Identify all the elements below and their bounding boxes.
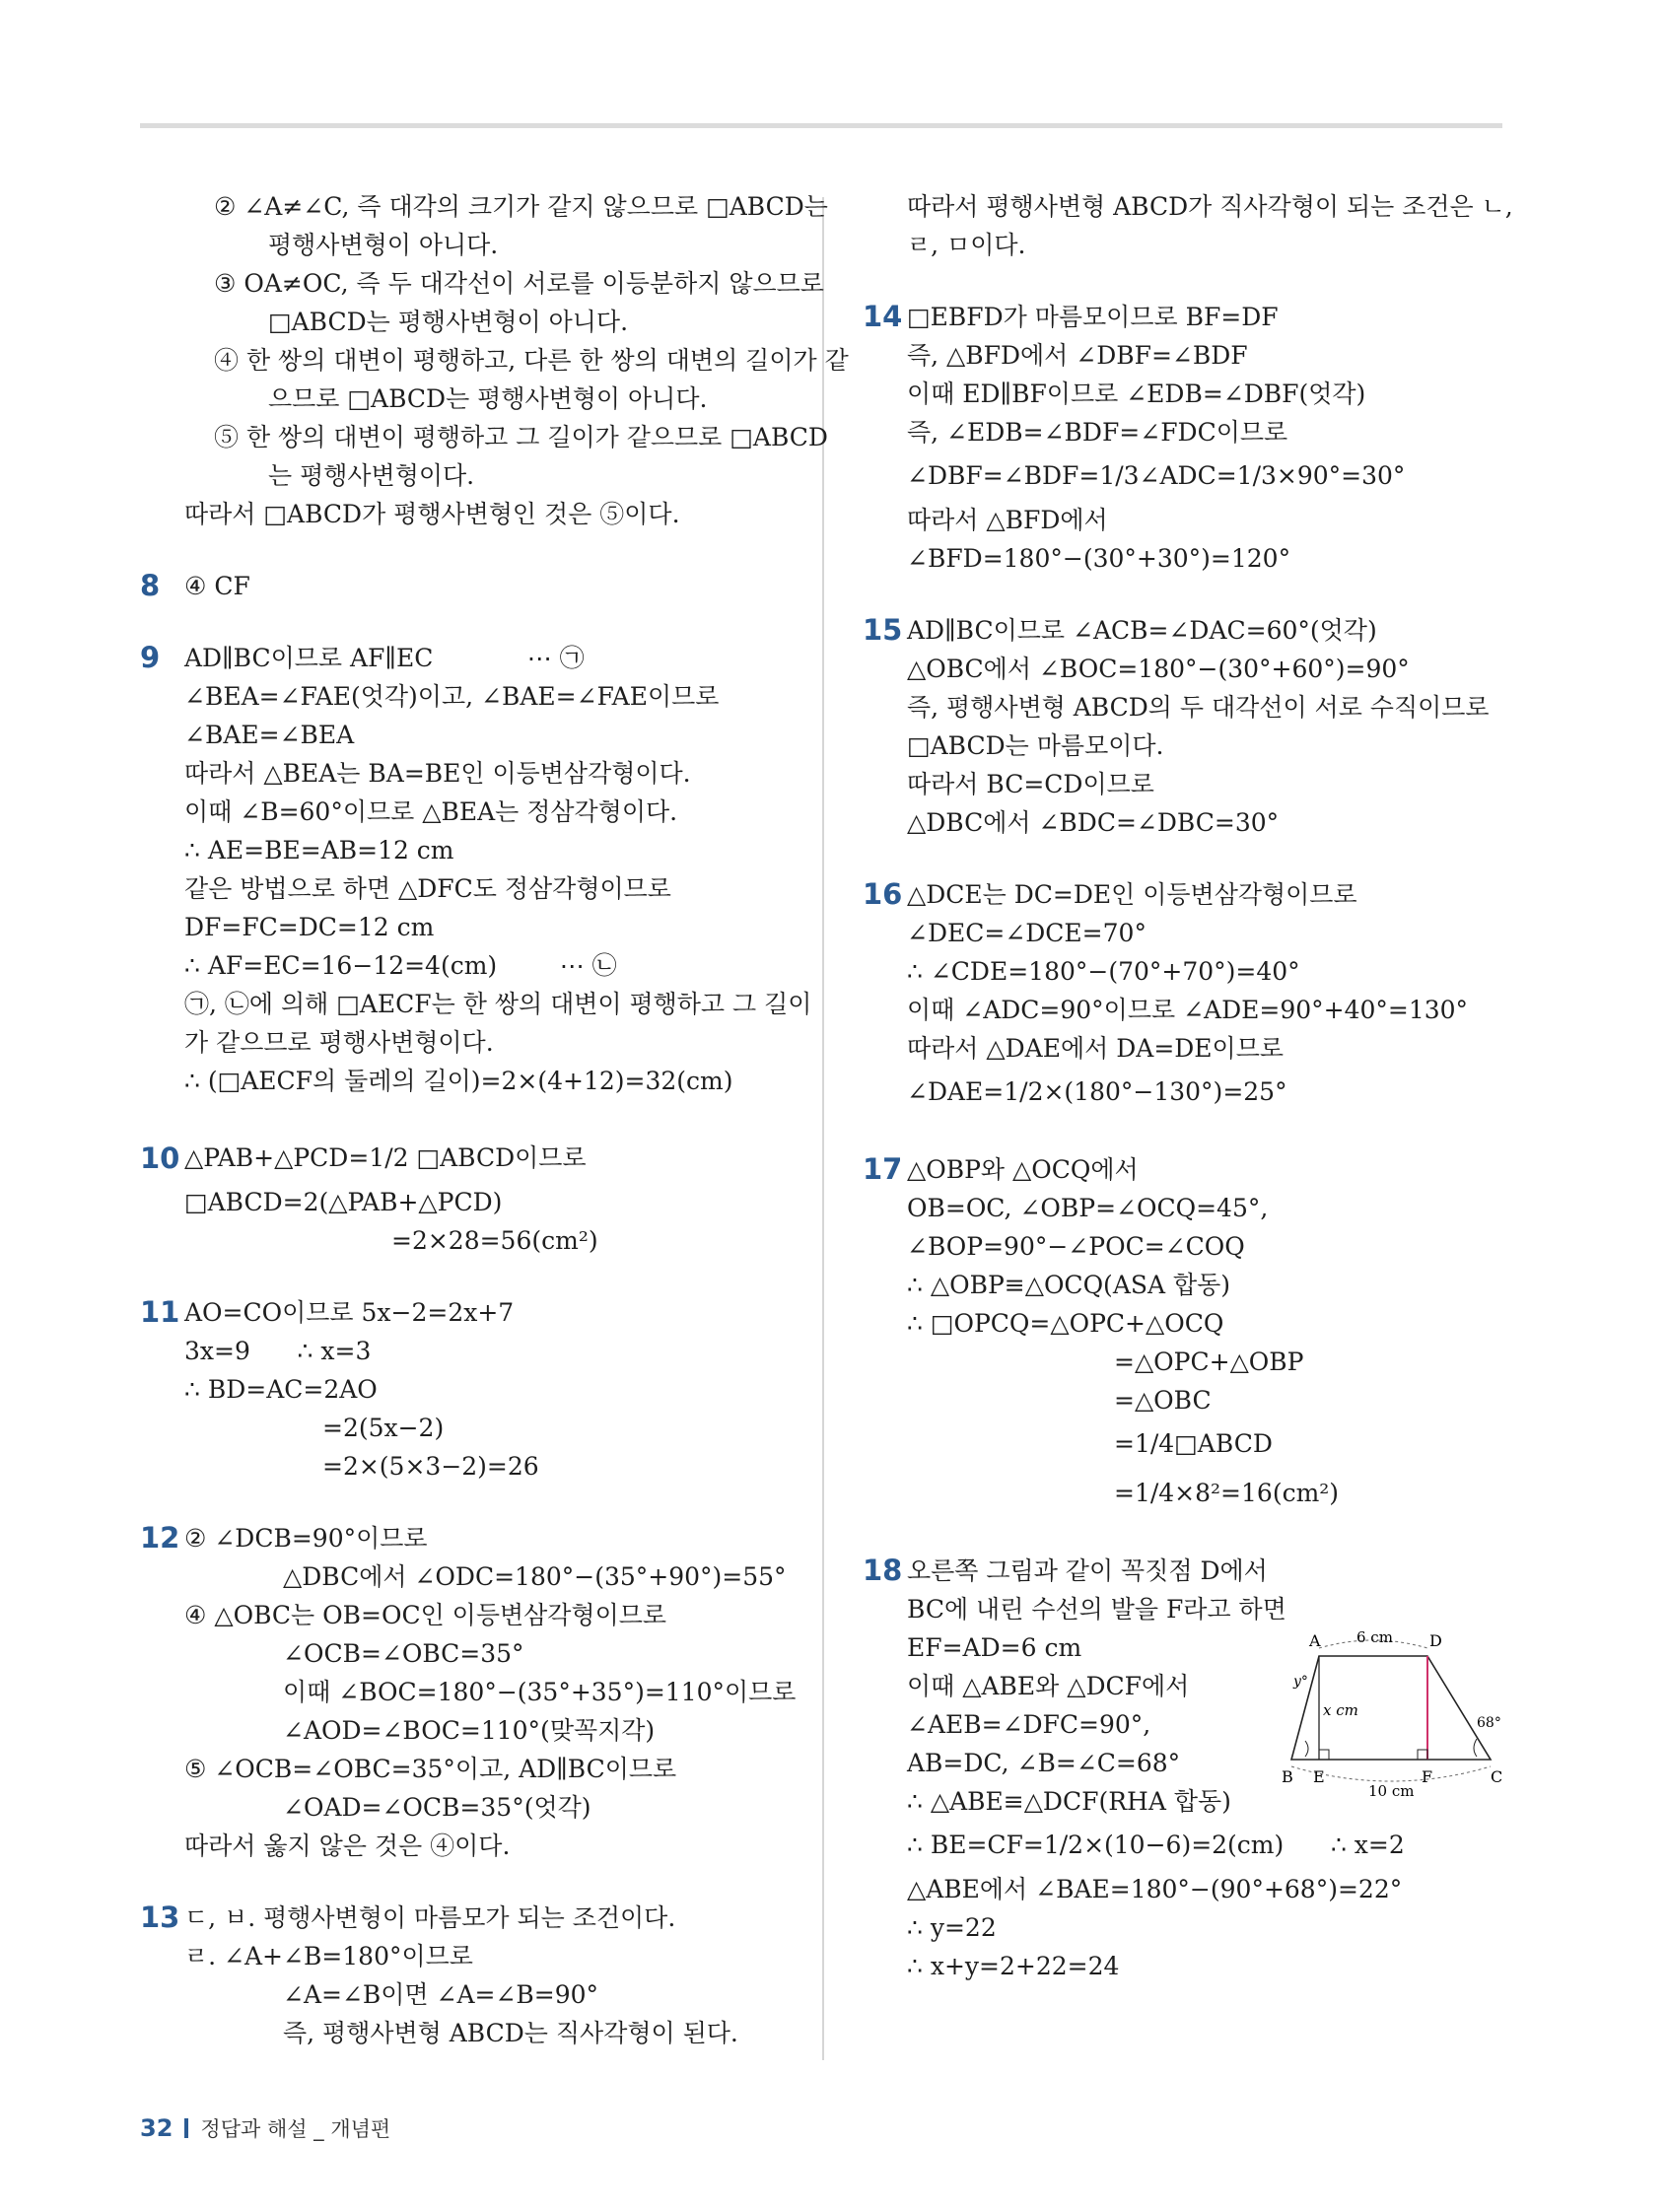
left-line [140,1183,791,1221]
right-line [863,336,1503,375]
solution-text: ∴ AE=BE=AB=12 cm [184,836,454,864]
footer-title: 정답과 해설 _ 개념편 [200,2117,391,2141]
problem-number: 9 [140,641,161,674]
solution-text: 따라서 옳지 않은 것은 ④이다. [184,1832,511,1860]
right-line [863,1068,1503,1117]
top-length-label: 6 cm [1356,1628,1393,1646]
solution-text: ∠OAD=∠OCB=35°(엇각) [283,1793,591,1822]
right-line [863,1870,1503,1908]
right-line [863,1908,1503,1947]
right-line [863,451,1503,501]
solution-text: =△OBC [1114,1386,1212,1415]
left-line [140,1750,791,1788]
solution-text: =2×28=56(cm²) [391,1226,598,1255]
label-F: F [1422,1767,1433,1786]
left-line [140,754,791,793]
left-line [140,1519,791,1557]
label-D: D [1429,1631,1442,1650]
solution-text: 이때 ED∥BF이므로 ∠EDB=∠DBF(엇각) [907,380,1366,408]
solution-text: ∠DAE=1/2×(180°−130°)=25° [907,1077,1287,1106]
left-line [140,1332,791,1370]
solution-text: □ABCD=2(△PAB+△PCD) [184,1188,503,1216]
left-line [140,1062,791,1100]
y-label: y° [1293,1674,1308,1690]
right-line [863,765,1503,803]
left-line [140,418,828,456]
left-line [140,495,791,533]
solution-text: □ABCD는 평행사변형이 아니다. [268,308,629,336]
right-line [863,375,1503,413]
left-line [140,264,824,303]
solution-text: 는 평행사변형이다. [268,461,475,490]
solution-text: ∠BAE=∠BEA [184,721,355,749]
left-line [140,639,791,677]
spacer [863,1117,1503,1150]
right-line [863,1419,1503,1469]
spacer [140,533,791,567]
solution-text: ∴ AF=EC=16−12=4(cm) ⋯ ㉡ [184,951,617,980]
left-line [140,1409,791,1447]
solution-text: DF=FC=DC=12 cm [184,913,435,941]
solution-text: 따라서 △DAE에서 DA=DE이므로 [907,1034,1285,1063]
spacer [140,1486,791,1519]
spacer [140,1100,791,1134]
solution-text: 따라서 △BFD에서 [907,506,1108,534]
left-line [140,908,791,946]
problem-number: 13 [140,1901,180,1934]
solution-text: ∠AEB=∠DFC=90°, [907,1710,1151,1739]
left-line [140,1557,791,1596]
left-line [140,1134,791,1183]
solution-text: 즉, 평행사변형 ABCD의 두 대각선이 서로 수직이므로 [907,693,1490,722]
right-line [863,1304,1503,1343]
solution-text: ④ △OBC는 OB=OC인 이등변삼각형이므로 [184,1601,667,1629]
problem-number: 12 [140,1521,180,1555]
left-line [140,946,791,985]
left-line [140,869,791,908]
solution-text: □EBFD가 마름모이므로 BF=DF [907,303,1279,331]
left-line [140,1596,791,1634]
left-line [140,1788,791,1827]
solution-text: ㄹ, ㅁ이다. [907,231,1026,259]
solution-text: AO=CO이므로 5x−2=2x+7 [184,1298,515,1327]
solution-text: 즉, △BFD에서 ∠DBF=∠BDF [907,341,1248,370]
right-line [863,914,1503,952]
solution-text: =2(5x−2) [322,1414,445,1442]
problem-number: 18 [863,1554,903,1587]
left-line [140,341,849,380]
solution-text: ∴ (□AECF의 둘레의 길이)=2×(4+12)=32(cm) [184,1067,733,1095]
solution-text: ∴ △ABE≡△DCF(RHA 합동) [907,1787,1231,1816]
solution-text: △PAB+△PCD=1/2 □ABCD이므로 [184,1143,587,1172]
solution-text: =2×(5×3−2)=26 [322,1452,539,1481]
solution-text: 따라서 △BEA는 BA=BE인 이등변삼각형이다. [184,759,691,788]
problem-number: 10 [140,1141,180,1175]
solution-text: △OBC에서 ∠BOC=180°−(30°+60°)=90° [907,655,1410,683]
problem-number: 14 [863,300,903,333]
right-line [863,1552,1503,1590]
solution-text: ⑤ 한 쌍의 대변이 평행하고 그 길이가 같으므로 □ABCD [214,423,828,451]
spacer [140,605,791,639]
problem-number: 8 [140,569,161,602]
left-line [140,1293,791,1332]
solution-text: □ABCD는 마름모이다. [907,731,1164,760]
right-line [863,875,1503,914]
solution-text: ∠DBF=∠BDF=1/3∠ADC=1/3×90°=30° [907,461,1406,490]
solution-text: BC에 내린 수선의 발을 F라고 하면 [907,1595,1286,1624]
solution-text: OB=OC, ∠OBP=∠OCQ=45°, [907,1194,1269,1222]
solution-text: ∴ BE=CF=1/2×(10−6)=2(cm) ∴ x=2 [907,1831,1405,1859]
left-line [140,831,791,869]
solution-text: 따라서 BC=CD이므로 [907,770,1154,798]
label-B: B [1282,1767,1293,1786]
solution-text: ④ 한 쌍의 대변이 평행하고, 다른 한 쌍의 대변의 길이가 같 [214,346,849,375]
right-line [863,1947,1503,1985]
right-line [863,226,1503,264]
solution-text: ⑤ ∠OCB=∠OBC=35°이고, AD∥BC이므로 [184,1755,677,1783]
solution-text: ㄷ, ㅂ. 평행사변형이 마름모가 되는 조건이다. [184,1903,676,1932]
solution-text: △OBP와 △OCQ에서 [907,1155,1139,1184]
right-line [863,1150,1503,1189]
left-line [140,1899,791,1937]
solution-text: 이때 ∠ADC=90°이므로 ∠ADE=90°+40°=130° [907,996,1469,1024]
right-angle-e [1319,1750,1329,1760]
solution-text: ∠DEC=∠DCE=70° [907,919,1147,947]
right-line [863,413,1503,451]
solution-text: ∴ □OPCQ=△OPC+△OCQ [907,1309,1224,1338]
left-line [140,1711,791,1750]
column-divider [822,197,824,2060]
solution-text: ∠A=∠B이면 ∠A=∠B=90° [283,1980,599,2009]
problem-number: 11 [140,1295,180,1329]
left-line [140,1370,791,1409]
left-line [140,1827,791,1865]
spacer [863,1518,1503,1552]
solution-text: =1/4□ABCD [1114,1429,1273,1458]
label-A: A [1309,1631,1321,1650]
solution-text: 즉, ∠EDB=∠BDF=∠FDC이므로 [907,418,1288,447]
solution-text: 따라서 □ABCD가 평행사변형인 것은 ⑤이다. [184,500,680,528]
right-line [863,1381,1503,1419]
right-line [863,803,1503,842]
solution-text: ㉠, ㉡에 의해 □AECF는 한 쌍의 대변이 평행하고 그 길이 [184,990,812,1018]
left-line [140,1634,791,1673]
solution-text: ∴ ∠CDE=180°−(70°+70°)=40° [907,957,1300,986]
solution-text: △DBC에서 ∠ODC=180°−(35°+90°)=55° [283,1562,787,1591]
left-line [140,1221,791,1260]
right-line [863,726,1503,765]
solution-text: ④ CF [184,572,250,600]
solution-text: 평행사변형이 아니다. [268,231,499,259]
problem-number: 16 [863,877,903,911]
right-line [863,1343,1503,1381]
solution-text: 이때 ∠B=60°이므로 △BEA는 정삼각형이다. [184,797,678,826]
left-line [140,1023,791,1062]
solution-text: 가 같으므로 평행사변형이다. [184,1028,494,1057]
left-line [140,985,812,1023]
left-line [140,1447,791,1486]
solution-text: 즉, 평행사변형 ABCD는 직사각형이 된다. [283,2019,738,2047]
solution-text: EF=AD=6 cm [907,1633,1082,1662]
left-line [140,677,791,716]
spacer [863,578,1503,611]
solution-text: ∴ BD=AC=2AO [184,1375,378,1404]
trapezoid-figure [1282,1626,1513,1804]
solution-text: AD∥BC이므로 AF∥EC ⋯ ㉠ [184,644,585,672]
spacer [140,1260,791,1293]
right-line [863,1227,1503,1266]
solution-text: ③ OA≠OC, 즉 두 대각선이 서로를 이등분하지 않으므로 [214,269,824,298]
solution-text: ∠BFD=180°−(30°+30°)=120° [907,544,1291,573]
angle-arc-c [1474,1739,1477,1757]
spacer [863,842,1503,875]
left-line [140,793,791,831]
right-line [863,1029,1503,1068]
solution-text: 같은 방법으로 하면 △DFC도 정삼각형이므로 [184,874,671,903]
left-line [140,1975,791,2014]
right-line [863,501,1503,539]
solution-text: 3x=9 ∴ x=3 [184,1337,372,1365]
solution-text: ㄹ. ∠A+∠B=180°이므로 [184,1942,473,1970]
solution-text: ② ∠A≠∠C, 즉 대각의 크기가 같지 않으므로 □ABCD는 [214,192,828,221]
spacer [140,1865,791,1899]
right-line [863,187,1513,226]
spacer [863,264,1503,298]
angle-arc-b [1305,1741,1308,1757]
right-line [863,298,1503,336]
solution-text: 오른쪽 그림과 같이 꼭짓점 D에서 [907,1556,1268,1585]
trapezoid-outline [1291,1656,1491,1760]
problem-number: 17 [863,1152,903,1186]
label-C: C [1491,1767,1503,1786]
solution-text: ∴ y=22 [907,1913,997,1942]
solution-text: △DCE는 DC=DE인 이등변삼각형이므로 [907,880,1357,909]
page-number: 32 [140,2114,174,2142]
left-line [140,380,791,418]
solution-text: ∴ △OBP≡△OCQ(ASA 합동) [907,1271,1231,1299]
left-line [140,1937,791,1975]
left-line [140,456,791,495]
right-line [863,1821,1503,1870]
solution-text: △ABE에서 ∠BAE=180°−(90°+68°)=22° [907,1875,1403,1903]
solution-text: 따라서 평행사변형 ABCD가 직사각형이 되는 조건은 ㄴ, [907,192,1513,221]
solution-text: ∠OCB=∠OBC=35° [283,1639,524,1668]
right-line [863,1266,1503,1304]
right-line [863,1189,1503,1227]
solution-text: 이때 ∠BOC=180°−(35°+35°)=110°이므로 [283,1678,797,1706]
right-line [863,539,1503,578]
label-E: E [1313,1767,1325,1786]
right-line [863,991,1503,1029]
left-line [140,1673,797,1711]
right-line [863,1469,1503,1518]
solution-text: AD∥BC이므로 ∠ACB=∠DAC=60°(엇각) [907,616,1377,645]
page-footer [140,2113,390,2143]
solution-text: ∠BEA=∠FAE(엇각)이고, ∠BAE=∠FAE이므로 [184,682,720,711]
footer-divider [184,2118,188,2138]
right-line [863,650,1503,688]
angle-label: 68° [1477,1715,1501,1731]
solution-text: ② ∠DCB=90°이므로 [184,1524,428,1553]
left-column [140,187,849,2052]
left-line [140,226,791,264]
solution-text: ∠BOP=90°−∠POC=∠COQ [907,1232,1245,1261]
solution-text: =1/4×8²=16(cm²) [1114,1479,1340,1507]
top-rule [140,123,1502,128]
left-line [140,567,791,605]
solution-text: ∴ x+y=2+22=24 [907,1952,1120,1980]
right-line [863,688,1503,726]
left-line [140,716,791,754]
solution-text: 으므로 □ABCD는 평행사변형이 아니다. [268,384,708,413]
solution-text: =△OPC+△OBP [1114,1348,1304,1376]
left-line [140,187,828,226]
solution-text: 이때 △ABE와 △DCF에서 [907,1672,1190,1700]
solution-text: ∠AOD=∠BOC=110°(맞꼭지각) [283,1716,656,1745]
right-angle-f [1418,1750,1427,1760]
solution-text: AB=DC, ∠B=∠C=68° [907,1749,1181,1777]
left-line [140,303,791,341]
bottom-length-label: 10 cm [1368,1782,1415,1800]
right-line [863,952,1503,991]
right-line [863,611,1503,650]
problem-number: 15 [863,613,903,647]
left-line [140,2014,791,2052]
solution-text: △DBC에서 ∠BDC=∠DBC=30° [907,808,1280,837]
x-label: x cm [1323,1701,1358,1719]
right-line [863,1590,1503,1628]
